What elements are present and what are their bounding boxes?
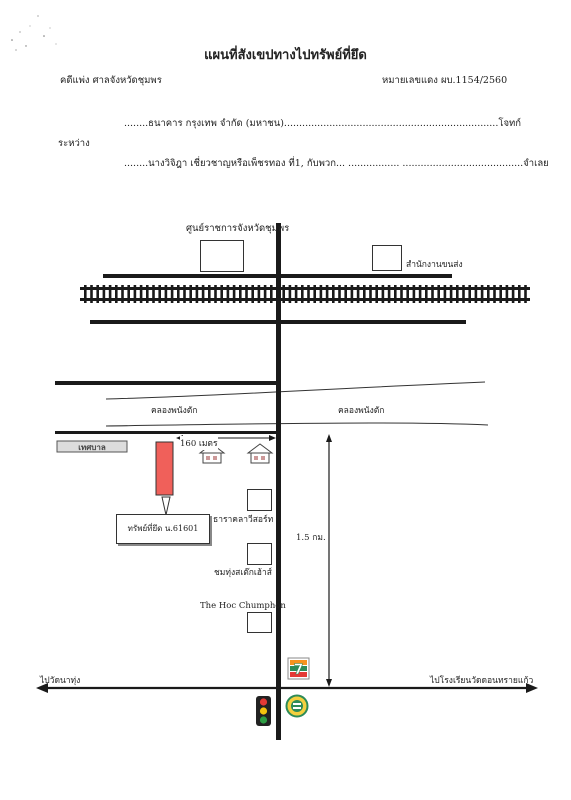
railway-tie bbox=[351, 285, 354, 303]
landmark-hoc-label: The Hoc Chumphon bbox=[200, 601, 286, 611]
distance-160m-label: 160 เมตร bbox=[180, 436, 218, 450]
railway-tie bbox=[264, 285, 267, 303]
case-court: คดีแพ่ง ศาลจังหวัดชุมพร bbox=[60, 75, 162, 86]
railway-tie bbox=[406, 285, 409, 303]
municipality-sign-icon bbox=[57, 441, 127, 452]
railway-tie bbox=[382, 285, 385, 303]
railway-tie bbox=[189, 285, 192, 303]
canal-label-right: คลองพนังตัก bbox=[338, 406, 385, 416]
railway-tie bbox=[493, 285, 496, 303]
railway-tie bbox=[202, 285, 205, 303]
railway-tie bbox=[344, 285, 347, 303]
railway-tie bbox=[103, 285, 106, 303]
railway-tie bbox=[413, 285, 416, 303]
defendant-line: ........นางวิจิฎา เชี่ยวชาญหรือเพ็ชรทอง ที่1, กับพวก... ................. ........................................จำเลย bbox=[124, 158, 549, 169]
gas-station-icon bbox=[287, 696, 308, 717]
callout-pointer bbox=[162, 497, 170, 515]
seized-property-plot bbox=[156, 442, 173, 495]
railway-tie bbox=[152, 285, 155, 303]
railway-tie bbox=[251, 285, 254, 303]
railway-tie bbox=[338, 285, 341, 303]
railway-tie bbox=[165, 285, 168, 303]
railway-tie bbox=[425, 285, 428, 303]
left-direction-label: ไปวัดนาทุ่ง bbox=[40, 676, 81, 686]
railway-tie bbox=[109, 285, 112, 303]
railway-tie bbox=[320, 285, 323, 303]
railway-tie bbox=[326, 285, 329, 303]
railway-tie bbox=[468, 285, 471, 303]
railway-tie bbox=[177, 285, 180, 303]
railway-tie bbox=[462, 285, 465, 303]
railway-tie bbox=[481, 285, 484, 303]
between-label: ระหว่าง bbox=[58, 138, 90, 149]
railway-tie bbox=[419, 285, 422, 303]
seven-eleven-icon bbox=[288, 658, 309, 679]
railway-tie bbox=[369, 285, 372, 303]
railway bbox=[80, 285, 530, 303]
railway-tie bbox=[499, 285, 502, 303]
railway-tie bbox=[96, 285, 99, 303]
railway-tie bbox=[332, 285, 335, 303]
railway-tie bbox=[456, 285, 459, 303]
transport-office-building bbox=[372, 245, 402, 271]
railway-tie bbox=[183, 285, 186, 303]
railway-tie bbox=[208, 285, 211, 303]
svg-text:7: 7 bbox=[293, 662, 304, 678]
railway-tie bbox=[375, 285, 378, 303]
thara-resort-building bbox=[247, 489, 272, 511]
case-number: หมายเลขแดง ผบ.1154/2560 bbox=[382, 75, 508, 86]
railway-tie bbox=[115, 285, 118, 303]
railway-tie bbox=[220, 285, 223, 303]
railway-tie bbox=[301, 285, 304, 303]
railway-tie bbox=[121, 285, 124, 303]
railway-tie bbox=[196, 285, 199, 303]
scan-noise bbox=[11, 15, 56, 50]
railway-tie bbox=[363, 285, 366, 303]
railway-tie bbox=[307, 285, 310, 303]
railway-tie bbox=[282, 285, 285, 303]
government-center-building bbox=[200, 240, 244, 272]
railway-tie bbox=[524, 285, 527, 303]
railway-tie bbox=[388, 285, 391, 303]
railway-tie bbox=[134, 285, 137, 303]
svg-text:เทศบาล: เทศบาล bbox=[78, 443, 106, 452]
landmark-thara-label: ธาราคลาวีสอร์ท bbox=[213, 515, 274, 525]
railway-tie bbox=[127, 285, 130, 303]
railway-tie bbox=[270, 285, 273, 303]
railway-tie bbox=[444, 285, 447, 303]
railway-tie bbox=[313, 285, 316, 303]
left-road bbox=[55, 381, 278, 385]
right-direction-label: ไปโรงเรียนวัดดอนทรายแก้ว bbox=[430, 676, 534, 686]
landmark-steakhouse-label: ชมทุ่งสเต๊กเฮ้าส์ bbox=[214, 568, 272, 578]
railway-tie bbox=[394, 285, 397, 303]
railway-tie bbox=[227, 285, 230, 303]
railway-tie bbox=[245, 285, 248, 303]
railway-tie bbox=[518, 285, 521, 303]
railway-tie bbox=[357, 285, 360, 303]
railway-tie bbox=[450, 285, 453, 303]
railway-tie bbox=[158, 285, 161, 303]
document-title: แผนที่สังเขปทางไปทรัพย์ที่ยึด bbox=[204, 48, 367, 63]
main-vertical-road bbox=[276, 223, 281, 740]
plaintiff-line: ........ธนาคาร กรุงเทพ จำกัด (มหาชน).......................................................................โจทก์ bbox=[124, 118, 522, 129]
steak-house-building bbox=[247, 543, 272, 565]
canal-label-left: คลองพนังตัก bbox=[151, 406, 198, 416]
railway-tie bbox=[475, 285, 478, 303]
railway-tie bbox=[171, 285, 174, 303]
railway-tie bbox=[233, 285, 236, 303]
railway-tie bbox=[512, 285, 515, 303]
traffic-light-icon bbox=[256, 696, 271, 726]
railway-tie bbox=[239, 285, 242, 303]
distance-1-5km-label: 1.5 กม. bbox=[296, 530, 326, 544]
railway-tie bbox=[258, 285, 261, 303]
railway-tie bbox=[90, 285, 93, 303]
house-icon bbox=[248, 444, 272, 463]
canal-bottom-bank bbox=[106, 423, 488, 426]
railway-tie bbox=[214, 285, 217, 303]
railway-tie bbox=[289, 285, 292, 303]
road-below-canal bbox=[55, 431, 278, 434]
railway-tie bbox=[506, 285, 509, 303]
railway-tie bbox=[437, 285, 440, 303]
railway-tie bbox=[400, 285, 403, 303]
railway-tie bbox=[295, 285, 298, 303]
railway-tie bbox=[487, 285, 490, 303]
railway-tie bbox=[140, 285, 143, 303]
transport-office-label: สำนักงานขนส่ง bbox=[406, 260, 463, 270]
railway-tie bbox=[431, 285, 434, 303]
hoc-chumphon-building bbox=[247, 612, 272, 633]
railway-tie bbox=[146, 285, 149, 303]
seized-property-callout: ทรัพย์ที่ยึด น.61601 bbox=[116, 514, 210, 544]
railway-tie bbox=[84, 285, 87, 303]
government-center-label: ศูนย์ราชการจังหวัดชุมพร bbox=[186, 223, 290, 234]
